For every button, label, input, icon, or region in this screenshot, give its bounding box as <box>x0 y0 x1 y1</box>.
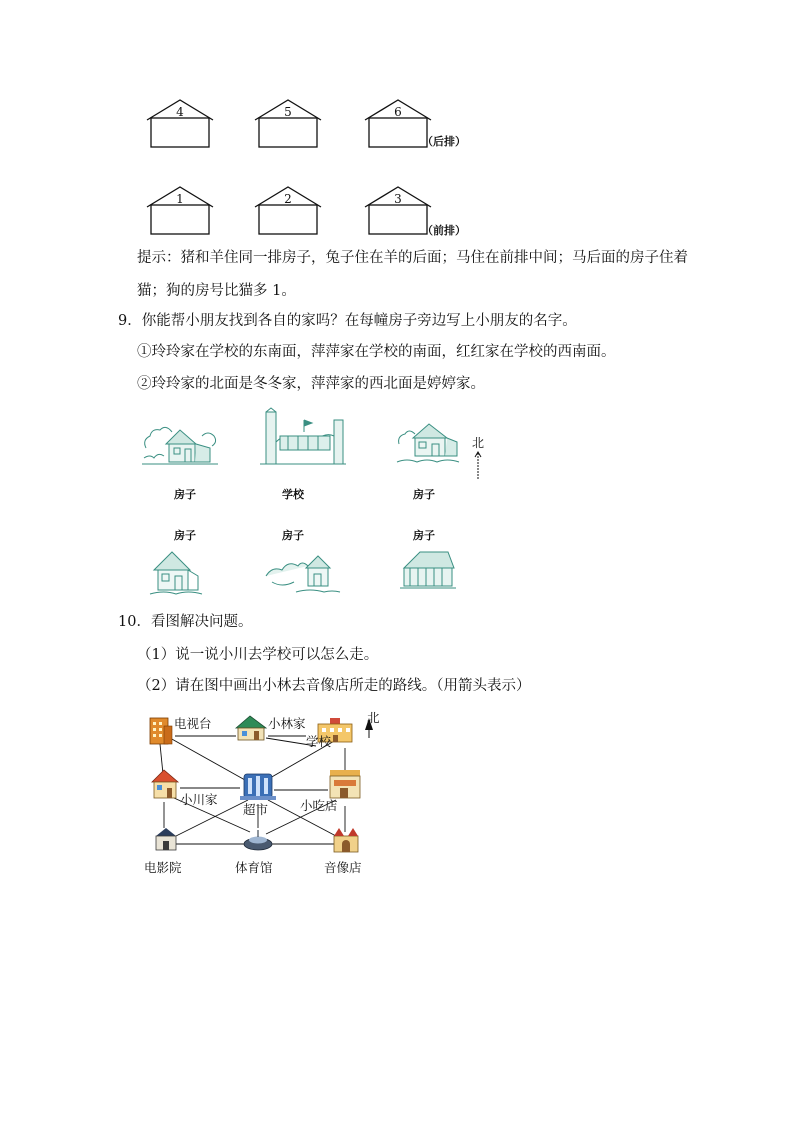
house-number: 6 <box>394 105 402 119</box>
house-number: 1 <box>176 192 184 206</box>
picture-label: 房子 <box>413 488 435 501</box>
route-map <box>140 708 390 880</box>
picture-label: 房子 <box>174 529 196 542</box>
cinema-icon <box>156 828 176 850</box>
label-snack-shop: 小吃店 <box>300 798 338 813</box>
label-tv-station: 电视台 <box>174 716 212 731</box>
house-picture-bottom-right <box>398 546 458 592</box>
picture-label: 房子 <box>413 529 435 542</box>
label-cinema: 电影院 <box>144 860 182 875</box>
route-lines <box>140 708 390 880</box>
house-1 <box>145 185 215 237</box>
label-stadium: 体育馆 <box>235 860 273 875</box>
tv-station-icon <box>150 718 172 744</box>
hint-line-2: 猫；狗的房号比猫多 1。 <box>137 283 296 299</box>
house-number: 2 <box>284 192 292 206</box>
supermarket-icon <box>240 774 276 800</box>
house-picture-bottom-middle <box>262 548 342 596</box>
front-row-label: （前排） <box>422 224 466 237</box>
house-4 <box>145 98 215 150</box>
xiaolin-home-icon <box>236 716 266 740</box>
snack-shop-icon <box>330 770 360 798</box>
label-xiaochuan-home: 小川家 <box>180 792 218 807</box>
q9-title: 9．你能帮小朋友找到各自的家吗？在每幢房子旁边写上小朋友的名字。 <box>118 313 577 329</box>
label-music-store: 音像店 <box>324 860 362 875</box>
q10-title: 10．看图解决问题。 <box>118 614 253 630</box>
house-5 <box>253 98 323 150</box>
q10-item-2: （2）请在图中画出小林去音像店所走的路线。（用箭头表示） <box>137 678 531 694</box>
school-picture <box>258 406 348 466</box>
label-xiaolin-home: 小林家 <box>268 716 306 731</box>
q10-item-1: （1）说一说小川去学校可以怎么走。 <box>137 647 379 663</box>
label-north: 北 <box>367 710 380 725</box>
house-number: 5 <box>284 105 292 119</box>
house-number: 4 <box>176 105 184 119</box>
music-store-icon <box>334 828 358 852</box>
picture-label: 房子 <box>174 488 196 501</box>
label-supermarket: 超市 <box>243 802 269 817</box>
north-label: 北 <box>472 436 485 450</box>
house-picture-top-right <box>395 418 465 466</box>
north-indicator <box>470 434 488 478</box>
house-picture-bottom-left <box>148 546 204 596</box>
picture-label: 房子 <box>282 529 304 542</box>
q9-item-1: ①玲玲家在学校的东南面，萍萍家在学校的南面，红红家在学校的西南面。 <box>137 344 616 360</box>
house-2 <box>253 185 323 237</box>
house-picture-top-left <box>140 418 220 468</box>
q9-item-2: ②玲玲家的北面是冬冬家，萍萍家的西北面是婷婷家。 <box>137 376 485 392</box>
north-arrow-icon <box>472 450 484 480</box>
xiaochuan-home-icon <box>152 770 178 798</box>
hint-line-1: 提示：猪和羊住同一排房子，兔子住在羊的后面；马住在前排中间；马后面的房子住着 <box>137 250 688 266</box>
picture-label: 学校 <box>282 488 304 501</box>
label-school: 学校 <box>306 734 332 749</box>
house-number: 3 <box>394 192 402 206</box>
back-row-label: （后排） <box>422 135 466 148</box>
